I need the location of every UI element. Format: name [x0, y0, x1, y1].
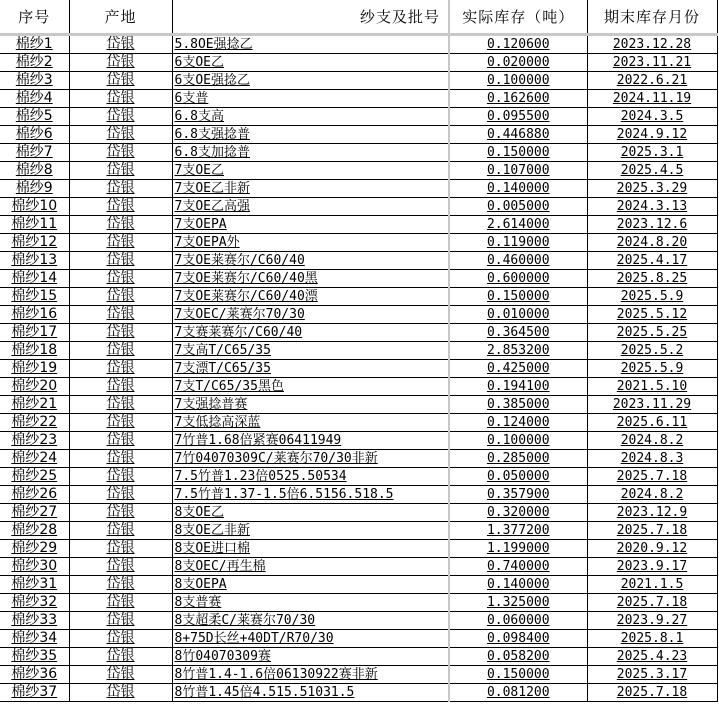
cell-month[interactable]: 2024.3.13: [587, 198, 717, 216]
cell-spec[interactable]: 8竹04070309赛: [172, 648, 449, 666]
cell-origin[interactable]: 岱银: [69, 126, 172, 144]
cell-origin[interactable]: 岱银: [69, 324, 172, 342]
cell-spec[interactable]: 8支超柔C/莱赛尔70/30: [172, 612, 449, 630]
header-month[interactable]: 期末库存月份: [587, 0, 717, 35]
cell-seq[interactable]: 棉纱19: [0, 360, 69, 378]
cell-month[interactable]: 2022.6.21: [587, 72, 717, 90]
cell-seq[interactable]: 棉纱7: [0, 144, 69, 162]
cell-month[interactable]: 2023.12.9: [587, 504, 717, 522]
cell-spec[interactable]: 7支高T/C65/35: [172, 342, 449, 360]
header-spec[interactable]: 纱支及批号: [172, 0, 449, 35]
cell-spec[interactable]: 8支OE进口棉: [172, 540, 449, 558]
cell-seq[interactable]: 棉纱21: [0, 396, 69, 414]
cell-qty[interactable]: 0.140000: [449, 180, 587, 198]
table-row: [0, 216, 717, 234]
header-row: [0, 0, 717, 35]
cell-qty[interactable]: 0.425000: [449, 360, 587, 378]
table-row: [0, 576, 717, 594]
cell-qty[interactable]: 0.357900: [449, 486, 587, 504]
table-row: [0, 594, 717, 612]
cell-spec[interactable]: 7竹04070309C/莱赛尔70/30非新: [172, 450, 449, 468]
table-row: [0, 342, 717, 360]
cell-origin[interactable]: 岱银: [69, 468, 172, 486]
cell-month[interactable]: 2025.5.12: [587, 306, 717, 324]
cell-month[interactable]: 2023.12.6: [587, 216, 717, 234]
cell-seq[interactable]: 棉纱5: [0, 108, 69, 126]
table-row: [0, 198, 717, 216]
cell-seq[interactable]: 棉纱2: [0, 54, 69, 72]
cell-month[interactable]: 2020.9.12: [587, 540, 717, 558]
cell-origin[interactable]: 岱银: [69, 270, 172, 288]
cell-qty[interactable]: 0.058200: [449, 648, 587, 666]
table-row: [0, 432, 717, 450]
cell-spec[interactable]: 8支普赛: [172, 594, 449, 612]
cell-origin[interactable]: 岱银: [69, 180, 172, 198]
cell-month[interactable]: 2025.7.18: [587, 594, 717, 612]
cell-month[interactable]: 2025.3.29: [587, 180, 717, 198]
cell-seq[interactable]: 棉纱11: [0, 216, 69, 234]
cell-month[interactable]: 2025.7.18: [587, 684, 717, 702]
cell-seq[interactable]: 棉纱9: [0, 180, 69, 198]
table-row: [0, 666, 717, 684]
table-row: [0, 522, 717, 540]
cell-month[interactable]: 2025.5.9: [587, 360, 717, 378]
cell-qty[interactable]: 0.120600: [449, 35, 587, 54]
cell-month[interactable]: 2024.8.20: [587, 234, 717, 252]
cell-month[interactable]: 2025.5.9: [587, 288, 717, 306]
cell-seq[interactable]: 棉纱16: [0, 306, 69, 324]
cell-qty[interactable]: 0.150000: [449, 144, 587, 162]
header-qty[interactable]: 实际库存（吨）: [449, 0, 587, 35]
cell-month[interactable]: 2023.9.27: [587, 612, 717, 630]
cell-origin[interactable]: 岱银: [69, 576, 172, 594]
table-row: [0, 180, 717, 198]
table-row: [0, 486, 717, 504]
cell-spec[interactable]: 7支OEC/莱赛尔70/30: [172, 306, 449, 324]
cell-qty[interactable]: 0.010000: [449, 306, 587, 324]
cell-month[interactable]: 2025.5.2: [587, 342, 717, 360]
cell-spec[interactable]: 5.8OE强捻乙: [172, 35, 449, 54]
cell-qty[interactable]: 0.446880: [449, 126, 587, 144]
cell-qty[interactable]: 0.020000: [449, 54, 587, 72]
cell-origin[interactable]: 岱银: [69, 432, 172, 450]
cell-spec[interactable]: 7.5竹普1.23倍0525.50534: [172, 468, 449, 486]
cell-spec[interactable]: 7支OE莱赛尔/C60/40: [172, 252, 449, 270]
cell-origin[interactable]: 岱银: [69, 342, 172, 360]
cell-month[interactable]: 2024.9.12: [587, 126, 717, 144]
cell-origin[interactable]: 岱银: [69, 450, 172, 468]
table-row: [0, 162, 717, 180]
table-row: [0, 252, 717, 270]
cell-origin[interactable]: 岱银: [69, 594, 172, 612]
table-row: [0, 414, 717, 432]
cell-seq[interactable]: 棉纱4: [0, 90, 69, 108]
cell-seq[interactable]: 棉纱3: [0, 72, 69, 90]
table-row: [0, 90, 717, 108]
cell-origin[interactable]: 岱银: [69, 252, 172, 270]
cell-origin[interactable]: 岱银: [69, 72, 172, 90]
table-row: [0, 144, 717, 162]
table-row: [0, 630, 717, 648]
cell-spec[interactable]: 8支OEPA: [172, 576, 449, 594]
cell-origin[interactable]: 岱银: [69, 414, 172, 432]
cell-month[interactable]: 2025.3.17: [587, 666, 717, 684]
cell-month[interactable]: 2024.11.19: [587, 90, 717, 108]
cell-seq[interactable]: 棉纱17: [0, 324, 69, 342]
cell-month[interactable]: 2025.6.11: [587, 414, 717, 432]
cell-spec[interactable]: 6支OE乙: [172, 54, 449, 72]
cell-spec[interactable]: 7支T/C65/35黑色: [172, 378, 449, 396]
cell-origin[interactable]: 岱银: [69, 396, 172, 414]
cell-origin[interactable]: 岱银: [69, 684, 172, 702]
cell-spec[interactable]: 7.5竹普1.37-1.5倍6.5156.518.5: [172, 486, 449, 504]
cell-origin[interactable]: 岱银: [69, 162, 172, 180]
cell-seq[interactable]: 棉纱24: [0, 450, 69, 468]
cell-origin[interactable]: 岱银: [69, 630, 172, 648]
cell-seq[interactable]: 棉纱25: [0, 468, 69, 486]
cell-seq[interactable]: 棉纱34: [0, 630, 69, 648]
cell-spec[interactable]: 6支普: [172, 90, 449, 108]
cell-qty[interactable]: 0.060000: [449, 612, 587, 630]
cell-qty[interactable]: 0.005000: [449, 198, 587, 216]
table-row: [0, 234, 717, 252]
cell-spec[interactable]: 7支OE乙: [172, 162, 449, 180]
cell-origin[interactable]: 岱银: [69, 648, 172, 666]
cell-origin[interactable]: 岱银: [69, 216, 172, 234]
cell-qty[interactable]: 0.081200: [449, 684, 587, 702]
cell-month[interactable]: 2025.8.25: [587, 270, 717, 288]
cell-seq[interactable]: 棉纱20: [0, 378, 69, 396]
cell-seq[interactable]: 棉纱10: [0, 198, 69, 216]
table-row: [0, 270, 717, 288]
cell-qty[interactable]: 0.740000: [449, 558, 587, 576]
cell-qty[interactable]: 2.853200: [449, 342, 587, 360]
cell-origin[interactable]: 岱银: [69, 486, 172, 504]
cell-origin[interactable]: 岱银: [69, 108, 172, 126]
cell-qty[interactable]: 0.285000: [449, 450, 587, 468]
cell-seq[interactable]: 棉纱28: [0, 522, 69, 540]
cell-spec[interactable]: 7支OEPA外: [172, 234, 449, 252]
cell-seq[interactable]: 棉纱6: [0, 126, 69, 144]
cell-seq[interactable]: 棉纱26: [0, 486, 69, 504]
cell-spec[interactable]: 7支OE乙高强: [172, 198, 449, 216]
cell-seq[interactable]: 棉纱12: [0, 234, 69, 252]
table-row: [0, 558, 717, 576]
table-row: [0, 612, 717, 630]
cell-seq[interactable]: 棉纱37: [0, 684, 69, 702]
cell-spec[interactable]: 6.8支强捻普: [172, 126, 449, 144]
cell-qty[interactable]: 0.140000: [449, 576, 587, 594]
cell-spec[interactable]: 7支OE莱赛尔/C60/40黑: [172, 270, 449, 288]
cell-origin[interactable]: 岱银: [69, 144, 172, 162]
header-origin[interactable]: 产地: [69, 0, 172, 35]
table-row: [0, 450, 717, 468]
table-row: [0, 468, 717, 486]
cell-origin[interactable]: 岱银: [69, 306, 172, 324]
table-row: [0, 540, 717, 558]
cell-spec[interactable]: 7支漂T/C65/35: [172, 360, 449, 378]
table-row: [0, 72, 717, 90]
cell-month[interactable]: 2023.11.29: [587, 396, 717, 414]
cell-qty[interactable]: 0.150000: [449, 666, 587, 684]
cell-qty[interactable]: 0.095500: [449, 108, 587, 126]
cell-qty[interactable]: 0.600000: [449, 270, 587, 288]
cell-month[interactable]: 2024.8.2: [587, 432, 717, 450]
cell-qty[interactable]: 1.377200: [449, 522, 587, 540]
cell-month[interactable]: 2024.3.5: [587, 108, 717, 126]
cell-seq[interactable]: 棉纱15: [0, 288, 69, 306]
table-row: [0, 396, 717, 414]
cell-seq[interactable]: 棉纱14: [0, 270, 69, 288]
cell-month[interactable]: 2025.7.18: [587, 468, 717, 486]
cell-seq[interactable]: 棉纱33: [0, 612, 69, 630]
cell-qty[interactable]: 0.050000: [449, 468, 587, 486]
cell-origin[interactable]: 岱银: [69, 378, 172, 396]
cell-origin[interactable]: 岱银: [69, 54, 172, 72]
cell-seq[interactable]: 棉纱13: [0, 252, 69, 270]
cell-seq[interactable]: 棉纱8: [0, 162, 69, 180]
cell-month[interactable]: 2024.8.2: [587, 486, 717, 504]
cell-seq[interactable]: 棉纱32: [0, 594, 69, 612]
cell-qty[interactable]: 0.150000: [449, 288, 587, 306]
cell-origin[interactable]: 岱银: [69, 612, 172, 630]
cell-spec[interactable]: 6支OE强捻乙: [172, 72, 449, 90]
table-row: [0, 324, 717, 342]
header-seq[interactable]: 序号: [0, 0, 69, 35]
cell-qty[interactable]: 0.364500: [449, 324, 587, 342]
cell-qty[interactable]: 0.320000: [449, 504, 587, 522]
cell-month[interactable]: 2023.11.21: [587, 54, 717, 72]
cell-spec[interactable]: 8竹普1.4-1.6倍06130922赛非新: [172, 666, 449, 684]
cell-spec[interactable]: 8竹普1.45倍4.515.51031.5: [172, 684, 449, 702]
cell-spec[interactable]: 8+75D长丝+40DT/R70/30: [172, 630, 449, 648]
table-row: [0, 378, 717, 396]
cell-month[interactable]: 2025.3.1: [587, 144, 717, 162]
cell-spec[interactable]: 7支OEPA: [172, 216, 449, 234]
cell-spec[interactable]: 8支OEC/再生棉: [172, 558, 449, 576]
table-row: [0, 360, 717, 378]
cell-month[interactable]: 2023.12.28: [587, 35, 717, 54]
cell-origin[interactable]: 岱银: [69, 540, 172, 558]
cell-month[interactable]: 2024.8.3: [587, 450, 717, 468]
cell-spec[interactable]: 6.8支加捻普: [172, 144, 449, 162]
cell-seq[interactable]: 棉纱36: [0, 666, 69, 684]
cell-month[interactable]: 2025.7.18: [587, 522, 717, 540]
table-row: [0, 108, 717, 126]
cell-origin[interactable]: 岱银: [69, 198, 172, 216]
cell-seq[interactable]: 棉纱22: [0, 414, 69, 432]
cell-origin[interactable]: 岱银: [69, 90, 172, 108]
cell-origin[interactable]: 岱银: [69, 35, 172, 54]
cell-spec[interactable]: 7支赛莱赛尔/C60/40: [172, 324, 449, 342]
table-row: [0, 504, 717, 522]
cell-qty[interactable]: 0.124000: [449, 414, 587, 432]
cell-qty[interactable]: 0.162600: [449, 90, 587, 108]
cell-month[interactable]: 2023.9.17: [587, 558, 717, 576]
table-body: [0, 35, 717, 702]
cell-spec[interactable]: 7竹普1.68倍紧赛06411949: [172, 432, 449, 450]
cell-qty[interactable]: 1.325000: [449, 594, 587, 612]
table-row: [0, 35, 717, 54]
cell-seq[interactable]: 棉纱30: [0, 558, 69, 576]
cell-spec[interactable]: 8支OE乙非新: [172, 522, 449, 540]
cell-month[interactable]: 2021.5.10: [587, 378, 717, 396]
cell-seq[interactable]: 棉纱1: [0, 35, 69, 54]
table-row: [0, 306, 717, 324]
table-row: [0, 54, 717, 72]
cell-qty[interactable]: 2.614000: [449, 216, 587, 234]
cell-month[interactable]: 2021.1.5: [587, 576, 717, 594]
cell-qty[interactable]: 1.199000: [449, 540, 587, 558]
cell-spec[interactable]: 7支OE莱赛尔/C60/40漂: [172, 288, 449, 306]
cell-qty[interactable]: 0.385000: [449, 396, 587, 414]
cell-origin[interactable]: 岱银: [69, 666, 172, 684]
cell-qty[interactable]: 0.119000: [449, 234, 587, 252]
cell-qty[interactable]: 0.194100: [449, 378, 587, 396]
cell-spec[interactable]: 7支低捻高深蓝: [172, 414, 449, 432]
cell-month[interactable]: 2025.4.5: [587, 162, 717, 180]
cell-month[interactable]: 2025.8.1: [587, 630, 717, 648]
cell-spec[interactable]: 7支OE乙非新: [172, 180, 449, 198]
cell-qty[interactable]: 0.460000: [449, 252, 587, 270]
cell-seq[interactable]: 棉纱23: [0, 432, 69, 450]
cell-origin[interactable]: 岱银: [69, 234, 172, 252]
cell-seq[interactable]: 棉纱29: [0, 540, 69, 558]
cell-month[interactable]: 2025.4.23: [587, 648, 717, 666]
cell-seq[interactable]: 棉纱18: [0, 342, 69, 360]
cell-seq[interactable]: 棉纱31: [0, 576, 69, 594]
cell-origin[interactable]: 岱银: [69, 288, 172, 306]
cell-origin[interactable]: 岱银: [69, 360, 172, 378]
cell-seq[interactable]: 棉纱35: [0, 648, 69, 666]
cell-month[interactable]: 2025.4.17: [587, 252, 717, 270]
cell-qty[interactable]: 0.100000: [449, 432, 587, 450]
cell-seq[interactable]: 棉纱27: [0, 504, 69, 522]
cell-origin[interactable]: 岱银: [69, 504, 172, 522]
table-row: [0, 126, 717, 144]
table-row: [0, 684, 717, 702]
cell-spec[interactable]: 7支强捻普赛: [172, 396, 449, 414]
table-row: [0, 648, 717, 666]
cell-qty[interactable]: 0.107000: [449, 162, 587, 180]
table-row: [0, 288, 717, 306]
cell-spec[interactable]: 8支OE乙: [172, 504, 449, 522]
cell-origin[interactable]: 岱银: [69, 522, 172, 540]
cell-month[interactable]: 2025.5.25: [587, 324, 717, 342]
cell-qty[interactable]: 0.098400: [449, 630, 587, 648]
cell-spec[interactable]: 6.8支高: [172, 108, 449, 126]
cell-origin[interactable]: 岱银: [69, 558, 172, 576]
cell-qty[interactable]: 0.100000: [449, 72, 587, 90]
